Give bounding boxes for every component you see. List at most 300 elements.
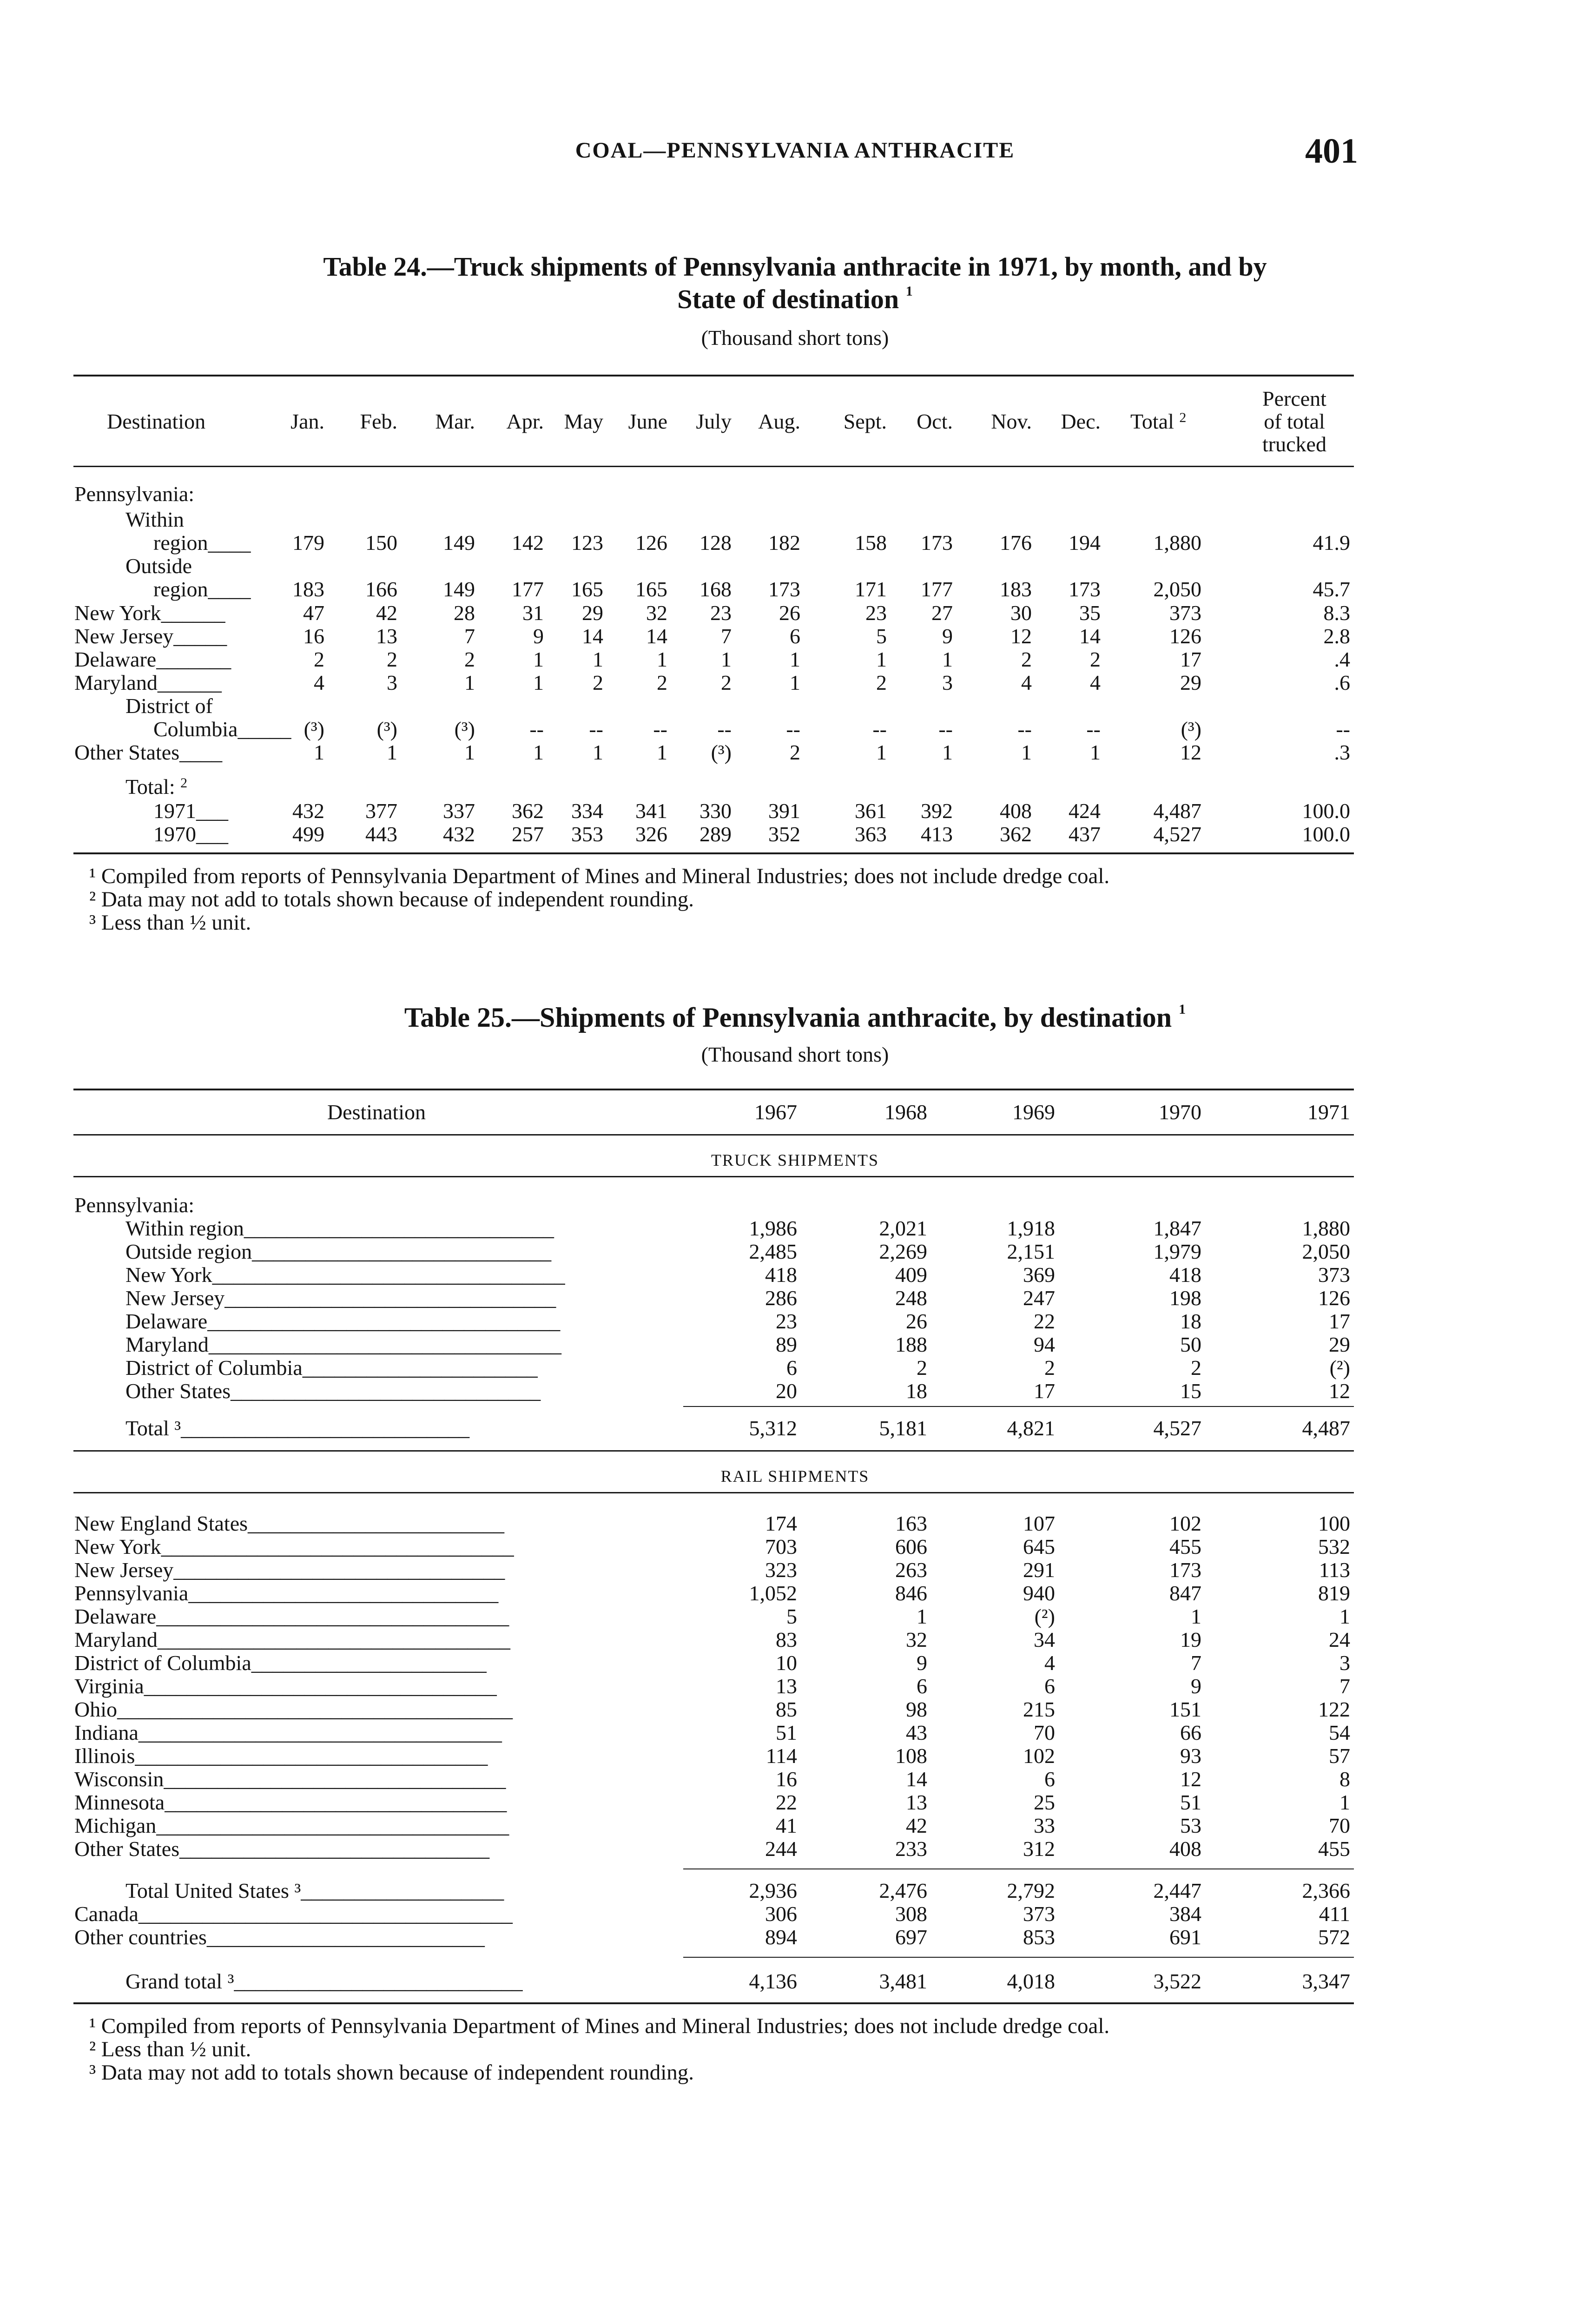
t25-cell: 22 [1034, 1309, 1055, 1333]
t24-row-label-1: Outside [125, 554, 192, 578]
t25-row-label: New England States________________________ [74, 1512, 505, 1535]
t24-cell: 149 [443, 531, 475, 555]
t24-total-cell: 443 [365, 822, 397, 846]
t24-cell: 177 [512, 577, 544, 601]
t24-cell-total: 29 [1180, 671, 1201, 694]
table24-title-line1: Table 24.—Truck shipments of Pennsylvania anthracite in 1971, by month, and by [323, 251, 1267, 282]
t24-cell: 1 [876, 740, 887, 764]
t24-cell: 173 [1069, 577, 1101, 601]
t25-cell: 2,936 [749, 1879, 797, 1902]
t24-total-cell: 377 [365, 799, 397, 823]
t25-cell: 2,447 [1153, 1879, 1201, 1902]
t25-cell: 10 [776, 1651, 797, 1675]
t25-cell: 2 [917, 1356, 927, 1380]
t25-cell: 14 [906, 1767, 927, 1791]
t24-total-cell: 499 [292, 822, 324, 846]
t24-cell: 2 [387, 647, 397, 671]
t24-cell: 3 [387, 671, 397, 694]
t24-cell: 1 [876, 647, 887, 671]
t24-cell: 183 [292, 577, 324, 601]
t25-row-label: Minnesota________________________________ [74, 1790, 507, 1814]
t25-cell: 373 [1023, 1902, 1055, 1926]
t25-cell: (²) [1329, 1356, 1350, 1380]
t25-row-label: Outside region____________________________ [125, 1240, 552, 1263]
t25-cell: 1,918 [1007, 1216, 1055, 1240]
t25-cell: 98 [906, 1697, 927, 1721]
t24-cell-total: 373 [1169, 601, 1201, 625]
t24-cell: -- [938, 717, 953, 741]
table25-top-rule [73, 1089, 1354, 1090]
t25-row-label: Canada___________________________________ [74, 1902, 513, 1926]
t25-cell: 645 [1023, 1535, 1055, 1558]
t24-cell: 1 [533, 671, 544, 694]
t24-cell: 171 [855, 577, 887, 601]
t25-cell: 15 [1180, 1379, 1201, 1403]
t24-cell: 26 [779, 601, 800, 625]
t25-cell: 9 [1191, 1674, 1201, 1698]
t24-footnote-3: ³ Less than ½ unit. [89, 911, 251, 935]
t24-cell-total: (³) [1181, 717, 1201, 741]
table24-footnotes [74, 865, 1357, 934]
t25-cell: 455 [1169, 1535, 1201, 1558]
t25-cell: 57 [1329, 1744, 1350, 1768]
t25-row-label: New York_________________________________ [125, 1263, 565, 1287]
t24-cell: 176 [1000, 531, 1032, 555]
t25-cell: 102 [1169, 1512, 1201, 1535]
t24-cell: 2 [464, 647, 475, 671]
t25-cell: 2,151 [1007, 1240, 1055, 1263]
t25-cell: 215 [1023, 1697, 1055, 1721]
t25-cell: 455 [1318, 1837, 1350, 1861]
t24-total-cell: 362 [512, 799, 544, 823]
t25-cell: 198 [1169, 1286, 1201, 1310]
t25-cell: 94 [1034, 1333, 1055, 1356]
t25-cell: 126 [1318, 1286, 1350, 1310]
t25-cell: 34 [1034, 1628, 1055, 1651]
t25-row-label: District of Columbia______________________ [125, 1356, 538, 1380]
table25-truck-sum-rule [683, 1406, 1354, 1407]
t25-cell: 113 [1319, 1558, 1350, 1582]
t24-total-cell: 392 [921, 799, 953, 823]
t24-footnote-1: ¹ Compiled from reports of Pennsylvania Department of Mines and Mineral Industries; does not include dredge coal. [89, 864, 1110, 888]
t25-cell: 1 [1339, 1790, 1350, 1814]
t25-cell: 70 [1329, 1814, 1350, 1837]
t24-cell: 1 [942, 647, 953, 671]
t24-total-cell: 334 [571, 799, 603, 823]
t25-footnote-2: ² Less than ½ unit. [89, 2037, 251, 2061]
t25-row-label: Maryland_________________________________ [125, 1333, 561, 1356]
t25-cell: 1,880 [1302, 1216, 1350, 1240]
t24-total-year-label: 1971___ [153, 799, 228, 823]
t25-cell: 1 [1191, 1604, 1201, 1628]
t24-cell: 31 [522, 601, 544, 625]
t24-cell: 1 [593, 647, 603, 671]
t25-cell: 89 [776, 1333, 797, 1356]
t25-cell: 4,527 [1153, 1416, 1201, 1440]
t25-row-label: Other States_____________________________ [74, 1837, 490, 1861]
t25-row-label: Maryland_________________________________ [74, 1628, 510, 1651]
t24-total-cell: 432 [292, 799, 324, 823]
t24-cell: 6 [790, 624, 800, 648]
t24-row-label-1: Within [125, 508, 184, 531]
page-number: 401 [1305, 132, 1358, 171]
t24-total-cell: 408 [1000, 799, 1032, 823]
t24-cell: 29 [582, 601, 603, 625]
t25-cell: 894 [765, 1925, 797, 1949]
t25-cell: 418 [765, 1263, 797, 1287]
t24-cell: 2 [790, 740, 800, 764]
t24-cell: 194 [1069, 531, 1101, 555]
t25-cell: 114 [765, 1744, 797, 1768]
t24-cell: 23 [710, 601, 732, 625]
t25-cell: 373 [1318, 1263, 1350, 1287]
t24-cell-total: 2,050 [1153, 577, 1201, 601]
t24-cell: 126 [635, 531, 667, 555]
t25-cell: 5,312 [749, 1416, 797, 1440]
t24-cell: 1 [464, 671, 475, 694]
t25-cell: 247 [1023, 1286, 1055, 1310]
t24-total-cell: 326 [635, 822, 667, 846]
t24-cell-percent: .4 [1334, 647, 1350, 671]
t25-cell: 3,522 [1153, 1969, 1201, 1993]
running-head: COAL—PENNSYLVANIA ANTHRACITE [575, 138, 1015, 163]
t25-row-label: Other States_____________________________ [125, 1379, 541, 1403]
t25-row-label: Indiana__________________________________ [74, 1721, 502, 1744]
t24-cell: 142 [512, 531, 544, 555]
t25-row-label: Pennsylvania_____________________________ [74, 1581, 499, 1605]
t24-header-month: July [696, 409, 732, 433]
t24-cell: 5 [876, 624, 887, 648]
t24-cell: 2 [1090, 647, 1101, 671]
t24-cell: 30 [1010, 601, 1032, 625]
t24-total-cell: 424 [1069, 799, 1101, 823]
t24-cell: (³) [303, 717, 324, 741]
table25-rail-rule [73, 1492, 1354, 1493]
t25-cell: 532 [1318, 1535, 1350, 1558]
t25-cell: 54 [1329, 1721, 1350, 1744]
t24-group-pennsylvania: Pennsylvania: [74, 482, 195, 506]
t24-cell: 4 [1090, 671, 1101, 694]
t24-cell: 9 [942, 624, 953, 648]
t24-total-cell: 257 [512, 822, 544, 846]
t25-cell: 32 [906, 1628, 927, 1651]
t25-header-year: 1967 [754, 1100, 797, 1124]
t24-total-cell-percent: 100.0 [1302, 799, 1350, 823]
table24-top-rule [73, 375, 1354, 376]
t24-header-month: Dec. [1061, 409, 1101, 433]
t25-cell: 6 [1044, 1767, 1055, 1791]
t25-truck-group: Pennsylvania: [74, 1193, 195, 1217]
t25-cell: 6 [917, 1674, 927, 1698]
t25-cell: 286 [765, 1286, 797, 1310]
t25-footnote-3: ³ Data may not add to totals shown because of independent rounding. [89, 2060, 694, 2085]
t25-cell: 3,481 [879, 1969, 927, 1993]
t24-total-cell: 391 [768, 799, 800, 823]
t25-cell: 369 [1023, 1263, 1055, 1287]
t25-cell: 174 [765, 1512, 797, 1535]
t24-cell: -- [529, 717, 544, 741]
t24-cell: 1 [314, 740, 324, 764]
t24-cell: 2 [593, 671, 603, 694]
t25-cell: 2 [1044, 1356, 1055, 1380]
t25-cell: 308 [895, 1902, 927, 1926]
t25-cell: 7 [1191, 1651, 1201, 1675]
t25-row-label: Ohio_____________________________________ [74, 1697, 513, 1721]
t25-cell: 12 [1180, 1767, 1201, 1791]
t24-cell: 173 [921, 531, 953, 555]
t24-total-cell: 341 [635, 799, 667, 823]
table25-rail-sum-rule [683, 1868, 1354, 1869]
table25-unit: (Thousand short tons) [701, 1043, 889, 1066]
t24-row-label: New York______ [74, 601, 225, 625]
t24-cell: 28 [454, 601, 475, 625]
t24-total-cell: 363 [855, 822, 887, 846]
t25-cell: 4,487 [1302, 1416, 1350, 1440]
t24-total-cell-total: 4,487 [1153, 799, 1201, 823]
t24-cell: 183 [1000, 577, 1032, 601]
t25-cell: 4,821 [1007, 1416, 1055, 1440]
t25-row-label: Wisconsin________________________________ [74, 1767, 506, 1791]
t25-row-label: Within region_____________________________ [125, 1216, 554, 1240]
t25-cell: 248 [895, 1286, 927, 1310]
table24-header-rule [73, 466, 1354, 467]
t25-cell: 122 [1318, 1697, 1350, 1721]
t25-cell: 2,050 [1302, 1240, 1350, 1263]
t24-cell: 1 [1090, 740, 1101, 764]
t25-cell: 50 [1180, 1333, 1201, 1356]
t25-footnote-1: ¹ Compiled from reports of Pennsylvania Department of Mines and Mineral Industries; does not include dredge coal. [89, 2014, 1110, 2038]
t24-cell: (³) [376, 717, 397, 741]
t25-cell: 2,792 [1007, 1879, 1055, 1902]
t24-row-label: Other States____ [74, 740, 223, 764]
t24-cell: 2 [1021, 647, 1032, 671]
t24-cell: 149 [443, 577, 475, 601]
t24-cell: -- [1086, 717, 1101, 741]
t25-cell: 13 [776, 1674, 797, 1698]
t24-total-cell: 330 [699, 799, 732, 823]
t24-header-month: Sept. [843, 409, 887, 433]
t24-row-label: Delaware_______ [74, 647, 231, 671]
t25-cell: 3 [1339, 1651, 1350, 1675]
t25-row-label: Delaware_________________________________ [125, 1309, 561, 1333]
t25-cell: 9 [917, 1651, 927, 1675]
t24-total-cell: 362 [1000, 822, 1032, 846]
t25-cell: 244 [765, 1837, 797, 1861]
t25-cell: 1 [917, 1604, 927, 1628]
t25-row-label: Total ³___________________________ [125, 1416, 470, 1440]
table24-unit: (Thousand short tons) [701, 326, 889, 350]
t24-header-month: Aug. [758, 409, 800, 433]
t25-row-label: District of Columbia______________________ [74, 1651, 487, 1675]
t25-cell: 1,986 [749, 1216, 797, 1240]
t24-total-label: Total: $^2$ [125, 775, 188, 799]
t25-row-label: Virginia_________________________________ [74, 1674, 497, 1698]
t24-cell: 1 [533, 647, 544, 671]
t25-cell: 100 [1318, 1512, 1350, 1535]
t24-cell: 47 [303, 601, 324, 625]
t24-cell: 2 [314, 647, 324, 671]
t24-cell-total: 1,880 [1153, 531, 1201, 555]
t25-cell: 16 [776, 1767, 797, 1791]
t25-row-label: New Jersey_______________________________ [74, 1558, 505, 1582]
t25-cell: 408 [1169, 1837, 1201, 1861]
t25-cell: 22 [776, 1790, 797, 1814]
t25-cell: 5,181 [879, 1416, 927, 1440]
t25-cell: 2,269 [879, 1240, 927, 1263]
t25-cell: 29 [1329, 1333, 1350, 1356]
t25-cell: 18 [1180, 1309, 1201, 1333]
t25-cell: 20 [776, 1379, 797, 1403]
t25-cell: 940 [1023, 1581, 1055, 1605]
t25-cell: 291 [1023, 1558, 1055, 1582]
table25-header-rule [73, 1134, 1354, 1136]
t25-cell: 411 [1319, 1902, 1350, 1926]
t24-total-cell: 361 [855, 799, 887, 823]
t24-cell: 2 [876, 671, 887, 694]
table25-rail-top-rule [73, 1450, 1354, 1452]
t25-cell: 2 [1191, 1356, 1201, 1380]
t24-cell: 165 [571, 577, 603, 601]
t25-cell: 51 [776, 1721, 797, 1744]
t25-cell: 6 [786, 1356, 797, 1380]
t24-header-month: Feb. [360, 409, 397, 433]
t25-cell: 847 [1169, 1581, 1201, 1605]
t25-cell: 1,052 [749, 1581, 797, 1605]
t24-total-cell: 432 [443, 822, 475, 846]
t25-cell: 23 [776, 1309, 797, 1333]
t25-cell: 263 [895, 1558, 927, 1582]
t24-cell: 166 [365, 577, 397, 601]
t24-footnote-2: ² Data may not add to totals shown because of independent rounding. [89, 887, 694, 911]
t25-row-label: Delaware_________________________________ [74, 1604, 509, 1628]
t24-header-month: June [628, 409, 667, 433]
t24-cell: 3 [942, 671, 953, 694]
t25-row-label: New Jersey_______________________________ [125, 1286, 556, 1310]
t25-cell: 312 [1023, 1837, 1055, 1861]
t25-cell: (²) [1034, 1604, 1055, 1628]
t25-cell: 66 [1180, 1721, 1201, 1744]
t25-row-label: Other countries__________________________ [74, 1925, 485, 1949]
t25-cell: 3,347 [1302, 1969, 1350, 1993]
t25-cell: 26 [906, 1309, 927, 1333]
t25-cell: 107 [1023, 1512, 1055, 1535]
t24-cell: 1 [657, 647, 667, 671]
t25-cell: 4 [1044, 1651, 1055, 1675]
t24-cell-percent: 41.9 [1313, 531, 1350, 555]
table24-title-line2: State of destination $^1$ [677, 284, 913, 314]
t24-cell: 1 [387, 740, 397, 764]
t24-total-year-label: 1970___ [153, 822, 228, 846]
t25-cell: 17 [1034, 1379, 1055, 1403]
table25-bottom-rule [73, 2002, 1354, 2004]
t24-row-label-1: District of [125, 694, 213, 718]
t24-row-label: New Jersey_____ [74, 624, 227, 648]
t24-total-cell: 437 [1069, 822, 1101, 846]
t24-cell: 2 [721, 671, 732, 694]
t25-cell: 703 [765, 1535, 797, 1558]
t24-header-month: Apr. [506, 409, 544, 433]
t25-rail-section: RAIL SHIPMENTS [720, 1467, 870, 1486]
t24-cell: 128 [699, 531, 732, 555]
t25-cell: 12 [1329, 1379, 1350, 1403]
t24-header-percent-1: Percent [1262, 387, 1326, 410]
t24-cell: 1 [721, 647, 732, 671]
t24-cell-total: 12 [1180, 740, 1201, 764]
t25-header-year: 1969 [1012, 1100, 1055, 1124]
t24-total-cell: 413 [921, 822, 953, 846]
t24-cell: 1 [790, 647, 800, 671]
t24-cell-total: 126 [1169, 624, 1201, 648]
t25-cell: 93 [1180, 1744, 1201, 1768]
t24-cell: 1 [657, 740, 667, 764]
t25-cell: 2,021 [879, 1216, 927, 1240]
t24-cell: 1 [790, 671, 800, 694]
t24-cell: 168 [699, 577, 732, 601]
t24-cell: 9 [533, 624, 544, 648]
t25-cell: 323 [765, 1558, 797, 1582]
t24-total-cell: 353 [571, 822, 603, 846]
t25-cell: 572 [1318, 1925, 1350, 1949]
t25-cell: 1,979 [1153, 1240, 1201, 1263]
t24-cell-percent: -- [1336, 717, 1350, 741]
t25-cell: 42 [906, 1814, 927, 1837]
t25-cell: 4,018 [1007, 1969, 1055, 1993]
t24-total-cell: 289 [699, 822, 732, 846]
t24-cell: 14 [1079, 624, 1101, 648]
t25-cell: 2,476 [879, 1879, 927, 1902]
t25-cell: 173 [1169, 1558, 1201, 1582]
t25-cell: 819 [1318, 1581, 1350, 1605]
table25-title: Table 25.—Shipments of Pennsylvania anthracite, by destination $^1$ [404, 1002, 1186, 1033]
t24-cell-percent: 8.3 [1323, 601, 1350, 625]
t24-row-label: Columbia_____ [153, 717, 291, 741]
t25-row-label: Michigan_________________________________ [74, 1814, 509, 1837]
t24-cell: 7 [721, 624, 732, 648]
t25-row-label: Grand total ³___________________________ [125, 1969, 523, 1993]
t25-cell: 409 [895, 1263, 927, 1287]
t24-cell: -- [717, 717, 732, 741]
t24-cell: 32 [646, 601, 667, 625]
t24-cell: 42 [376, 601, 397, 625]
t24-cell: -- [872, 717, 887, 741]
t25-cell: 70 [1034, 1721, 1055, 1744]
t25-cell: 25 [1034, 1790, 1055, 1814]
t24-cell: 1 [1021, 740, 1032, 764]
t25-cell: 8 [1339, 1767, 1350, 1791]
t24-header-month: Mar. [435, 409, 475, 433]
t25-cell: 17 [1329, 1309, 1350, 1333]
t25-header-destination: Destination [327, 1100, 426, 1124]
t24-cell: (³) [711, 740, 732, 764]
t25-header-year: 1968 [884, 1100, 927, 1124]
t24-cell: 158 [855, 531, 887, 555]
t25-cell: 51 [1180, 1790, 1201, 1814]
t24-cell: 23 [865, 601, 887, 625]
t25-cell: 691 [1169, 1925, 1201, 1949]
t24-header-destination: Destination [107, 409, 206, 433]
t24-header-month: Jan. [290, 409, 324, 433]
t25-row-label: New York_________________________________ [74, 1535, 514, 1558]
t24-cell: 12 [1010, 624, 1032, 648]
t25-cell: 102 [1023, 1744, 1055, 1768]
t24-cell: -- [786, 717, 800, 741]
t25-cell: 33 [1034, 1814, 1055, 1837]
t25-cell: 108 [895, 1744, 927, 1768]
table24-bottom-rule [73, 852, 1354, 854]
t24-cell-percent: .6 [1334, 671, 1350, 694]
t25-cell: 41 [776, 1814, 797, 1837]
t24-cell: 179 [292, 531, 324, 555]
